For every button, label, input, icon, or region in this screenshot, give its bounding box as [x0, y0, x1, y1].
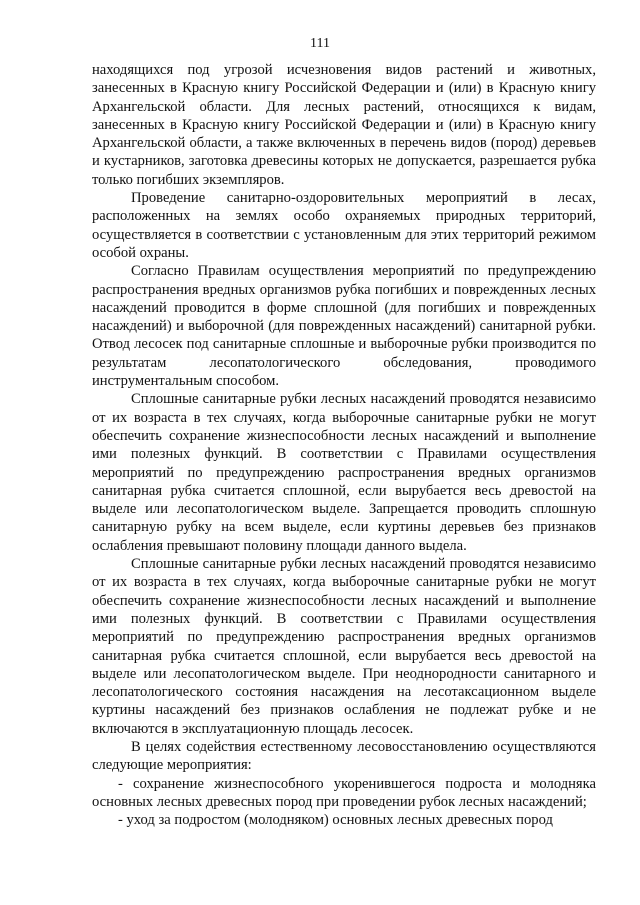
paragraph: Сплошные санитарные рубки лесных насаждений проводятся независимо от их возраста в тех случаях, когда выборочные санитарные рубки не могут обеспечить сохранение жизнеспособности лесных насаждений и выполнение ими полезных функций. В соответствии с Правилами осуществления мероприятий по предупреждению распространения вредных организмов санитарная рубка считается сплошной, если вырубается весь древостой на выделе или лесопатологическом выделе. Запрещается проводить сплошную санитарную рубку на всем выделе, если куртины деревьев без признаков ослабления превышают половину площади данного выдела.: [92, 391, 596, 554]
paragraph: Сплошные санитарные рубки лесных насаждений проводятся независимо от их возраста в тех случаях, когда выборочные санитарные рубки не могут обеспечить сохранение жизнеспособности лесных насаждений и выполнение ими полезных функций. В соответствии с Правилами осуществления мероприятий по предупреждению распространения вредных организмов санитарная рубка считается сплошной, если вырубается весь древостой на выделе или лесопатологическом выделе. При неоднородности санитарного и лесопатологического состояния насаждения на лесотаксационном выделе куртины насаждений без признаков ослабления не подлежат рубке и не включаются в эксплуатационную площадь лесосек.: [92, 556, 596, 737]
bullet-item: - сохранение жизнеспособного укоренившегося подроста и молодняка основных лесных древесных пород при проведении рубок лесных насаждений;: [92, 775, 596, 810]
paragraph: Согласно Правилам осуществления мероприятий по предупреждению распространения вредных организмов рубка погибших и поврежденных лесных насаждений проводится в форме сплошной (для погибших и поврежденных насаждений) и выборочной (для поврежденных насаждений) санитарной рубки. Отвод лесосек под санитарные сплошные и выборочные рубки производится по результатам лесопатологического обследования, проводимого инструментальным способом.: [92, 263, 596, 390]
paragraph: находящихся под угрозой исчезновения видов растений и животных, занесенных в Красную книгу Российской Федерации и (или) в Красную книгу Архангельской области. Для лесных растений, относящихся к видам, занесенных в Красную книгу Российской Федерации и (или) в Красную книгу Архангельской области, а также включенных в перечень видов (пород) деревьев и кустарников, заготовка древесины которых не допускается, разрешается рубка только погибших экземпляров.: [92, 62, 596, 188]
paragraph: В целях содействия естественному лесовосстановлению осуществляются следующие мероприятия:: [92, 738, 596, 774]
paragraph: Проведение санитарно-оздоровительных мероприятий в лесах, расположенных на землях особо охраняемых природных территорий, осуществляется в соответствии с установленным для этих территорий режимом особой охраны.: [92, 190, 596, 261]
page-number: 111: [310, 36, 330, 51]
bullet-item: - уход за подростом (молодняком) основных лесных древесных пород: [118, 812, 553, 829]
body-text: [92, 61, 596, 829]
